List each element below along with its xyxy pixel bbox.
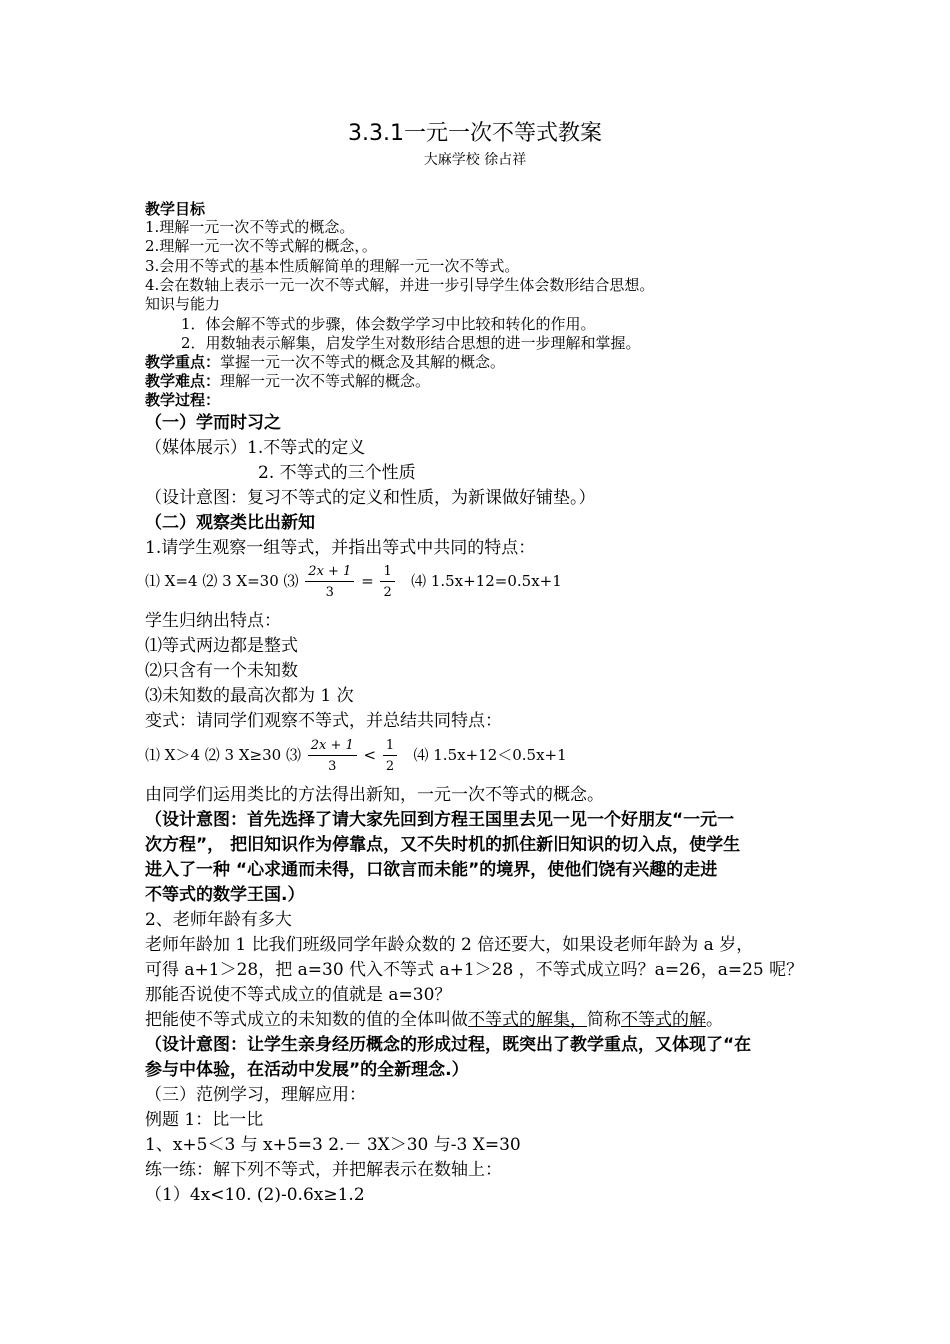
goal-item: 2.理解一元一次不等式解的概念，。 — [145, 237, 377, 255]
goals-heading: 教学目标 — [145, 200, 206, 218]
goal-item: 4.会在数轴上表示一元一次不等式解，并进一步引导学生体会数形结合思想。 — [145, 276, 655, 294]
goal-item: 3.会用不等式的基本性质解简单的理解一元一次不等式。 — [145, 257, 520, 275]
solution-set-term: 不等式的解集， — [468, 1010, 587, 1030]
key-point-label: 教学重点： — [145, 353, 221, 371]
summary-heading: 学生归纳出特点： — [145, 611, 281, 631]
fraction-numerator: 1 — [380, 565, 394, 582]
design-intent-line: 不等式的数学王国.） — [145, 885, 305, 905]
difficulty — [145, 372, 430, 391]
design-intent-line: （设计意图：首先选择了请大家先回到方程王国里去见一见一个好朋友“一元一 — [145, 810, 735, 830]
fraction-numerator: 2x + 1 — [305, 565, 354, 582]
design-intent-line: 参与中体验，在活动中发展”的全新理念.） — [145, 1060, 469, 1080]
definition-text: 把能使不等式成立的未知数的值的全体叫做 — [145, 1010, 468, 1030]
practice-line: （1）4x<10. (2)-0.6x≥1.2 — [145, 1185, 365, 1205]
author: 大麻学校 徐占祥 — [423, 152, 527, 168]
item-heading: 2、老师年龄有多大 — [145, 910, 292, 930]
design-intent-line: 进入了一种 “心求通而未得，口欲言而未能”的境界，使他们饶有兴趣的走进 — [145, 860, 718, 880]
media-line: （媒体展示）1.不等式的定义 — [145, 438, 366, 458]
fraction-numerator: 1 — [383, 739, 397, 756]
definition-text: 。 — [706, 1010, 723, 1030]
difficulty-label: 教学难点： — [145, 372, 221, 390]
relation-sign: < — [363, 746, 377, 764]
feature-item: ⑵只含有一个未知数 — [145, 661, 298, 681]
key-point — [145, 353, 505, 372]
example-heading: 例题 1：比一比 — [145, 1110, 264, 1130]
fraction-denominator: 3 — [328, 758, 337, 774]
equation-text: ⑷ 1.5x+12=0.5x+1 — [411, 572, 562, 590]
fraction — [305, 565, 354, 600]
fraction-denominator: 3 — [325, 584, 334, 600]
design-intent: （设计意图：复习不等式的定义和性质，为新课做好铺垫。） — [145, 488, 596, 508]
teacher-age-line: 可得 a+1＞28，把 a=30 代入不等式 a+1＞28 ，不等式成立吗？a=26，a=25 呢？ — [145, 960, 804, 980]
inequality-text: ⑴ X＞4 ⑵ 3 X≥30 ⑶ — [145, 746, 301, 764]
solution-term: 不等式的解 — [621, 1010, 706, 1030]
media-line: 2. 不等式的三个性质 — [258, 463, 416, 483]
design-intent-line: （设计意图：让学生亲身经历概念的形成过程，既突出了教学重点，又体现了“在 — [145, 1035, 752, 1055]
variant-line: 变式：请同学们观察不等式，并总结共同特点： — [145, 711, 502, 731]
fraction — [380, 565, 394, 600]
feature-item: ⑴等式两边都是整式 — [145, 636, 298, 656]
fraction — [308, 739, 357, 774]
goal-item: 1.理解一元一次不等式的概念。 — [145, 218, 355, 236]
key-point-text: 掌握一元一次不等式的概念及其解的概念。 — [220, 353, 506, 371]
fraction — [383, 739, 397, 774]
inequality-text: ⑷ 1.5x+12＜0.5x+1 — [413, 746, 567, 764]
section1-heading: （一）学而时习之 — [145, 413, 281, 433]
difficulty-text: 理解一元一次不等式解的概念。 — [220, 372, 431, 390]
equation-row — [145, 561, 562, 603]
section3-heading: （三）范例学习，理解应用： — [145, 1085, 366, 1105]
inequality-row — [145, 735, 567, 777]
design-intent-line: 次方程”， 把旧知识作为停靠点，又不失时机的抓住新旧知识的切入点，使学生 — [145, 835, 741, 855]
concept-line: 由同学们运用类比的方法得出新知，一元一次不等式的概念。 — [145, 785, 604, 805]
ability-item: 1．体会解不等式的步骤，体会数学学习中比较和转化的作用。 — [181, 315, 596, 333]
page-title: 3.3.1一元一次不等式教案 — [348, 121, 602, 146]
section2-heading: （二）观察类比出新知 — [145, 513, 315, 533]
observe-item: 1.请学生观察一组等式，并指出等式中共同的特点： — [145, 538, 536, 558]
teacher-age-line: 那能否说使不等式成立的值就是 a=30？ — [145, 985, 452, 1005]
fraction-denominator: 2 — [383, 584, 392, 600]
teacher-age-line: 老师年龄加 1 比我们班级同学年龄众数的 2 倍还要大，如果设老师年龄为 a 岁， — [145, 935, 754, 955]
definition-line — [145, 1009, 723, 1032]
ability-item: 2．用数轴表示解集，启发学生对数形结合思想的进一步理解和掌握。 — [181, 334, 641, 352]
definition-text: 简称 — [587, 1010, 621, 1030]
fraction-numerator: 2x + 1 — [308, 739, 357, 756]
ability-heading: 知识与能力 — [145, 295, 221, 313]
example-line: 1、x+5＜3 与 x+5=3 2.－ 3X＞30 与-3 X=30 — [145, 1135, 521, 1155]
fraction-denominator: 2 — [385, 758, 395, 774]
equation-text: ⑴ X=4 ⑵ 3 X=30 ⑶ — [145, 572, 299, 590]
relation-sign: = — [361, 572, 374, 590]
process-heading: 教学过程： — [145, 391, 221, 409]
practice-heading: 练一练：解下列不等式，并把解表示在数轴上： — [145, 1160, 502, 1180]
feature-item: ⑶未知数的最高次都为 1 次 — [145, 686, 354, 706]
